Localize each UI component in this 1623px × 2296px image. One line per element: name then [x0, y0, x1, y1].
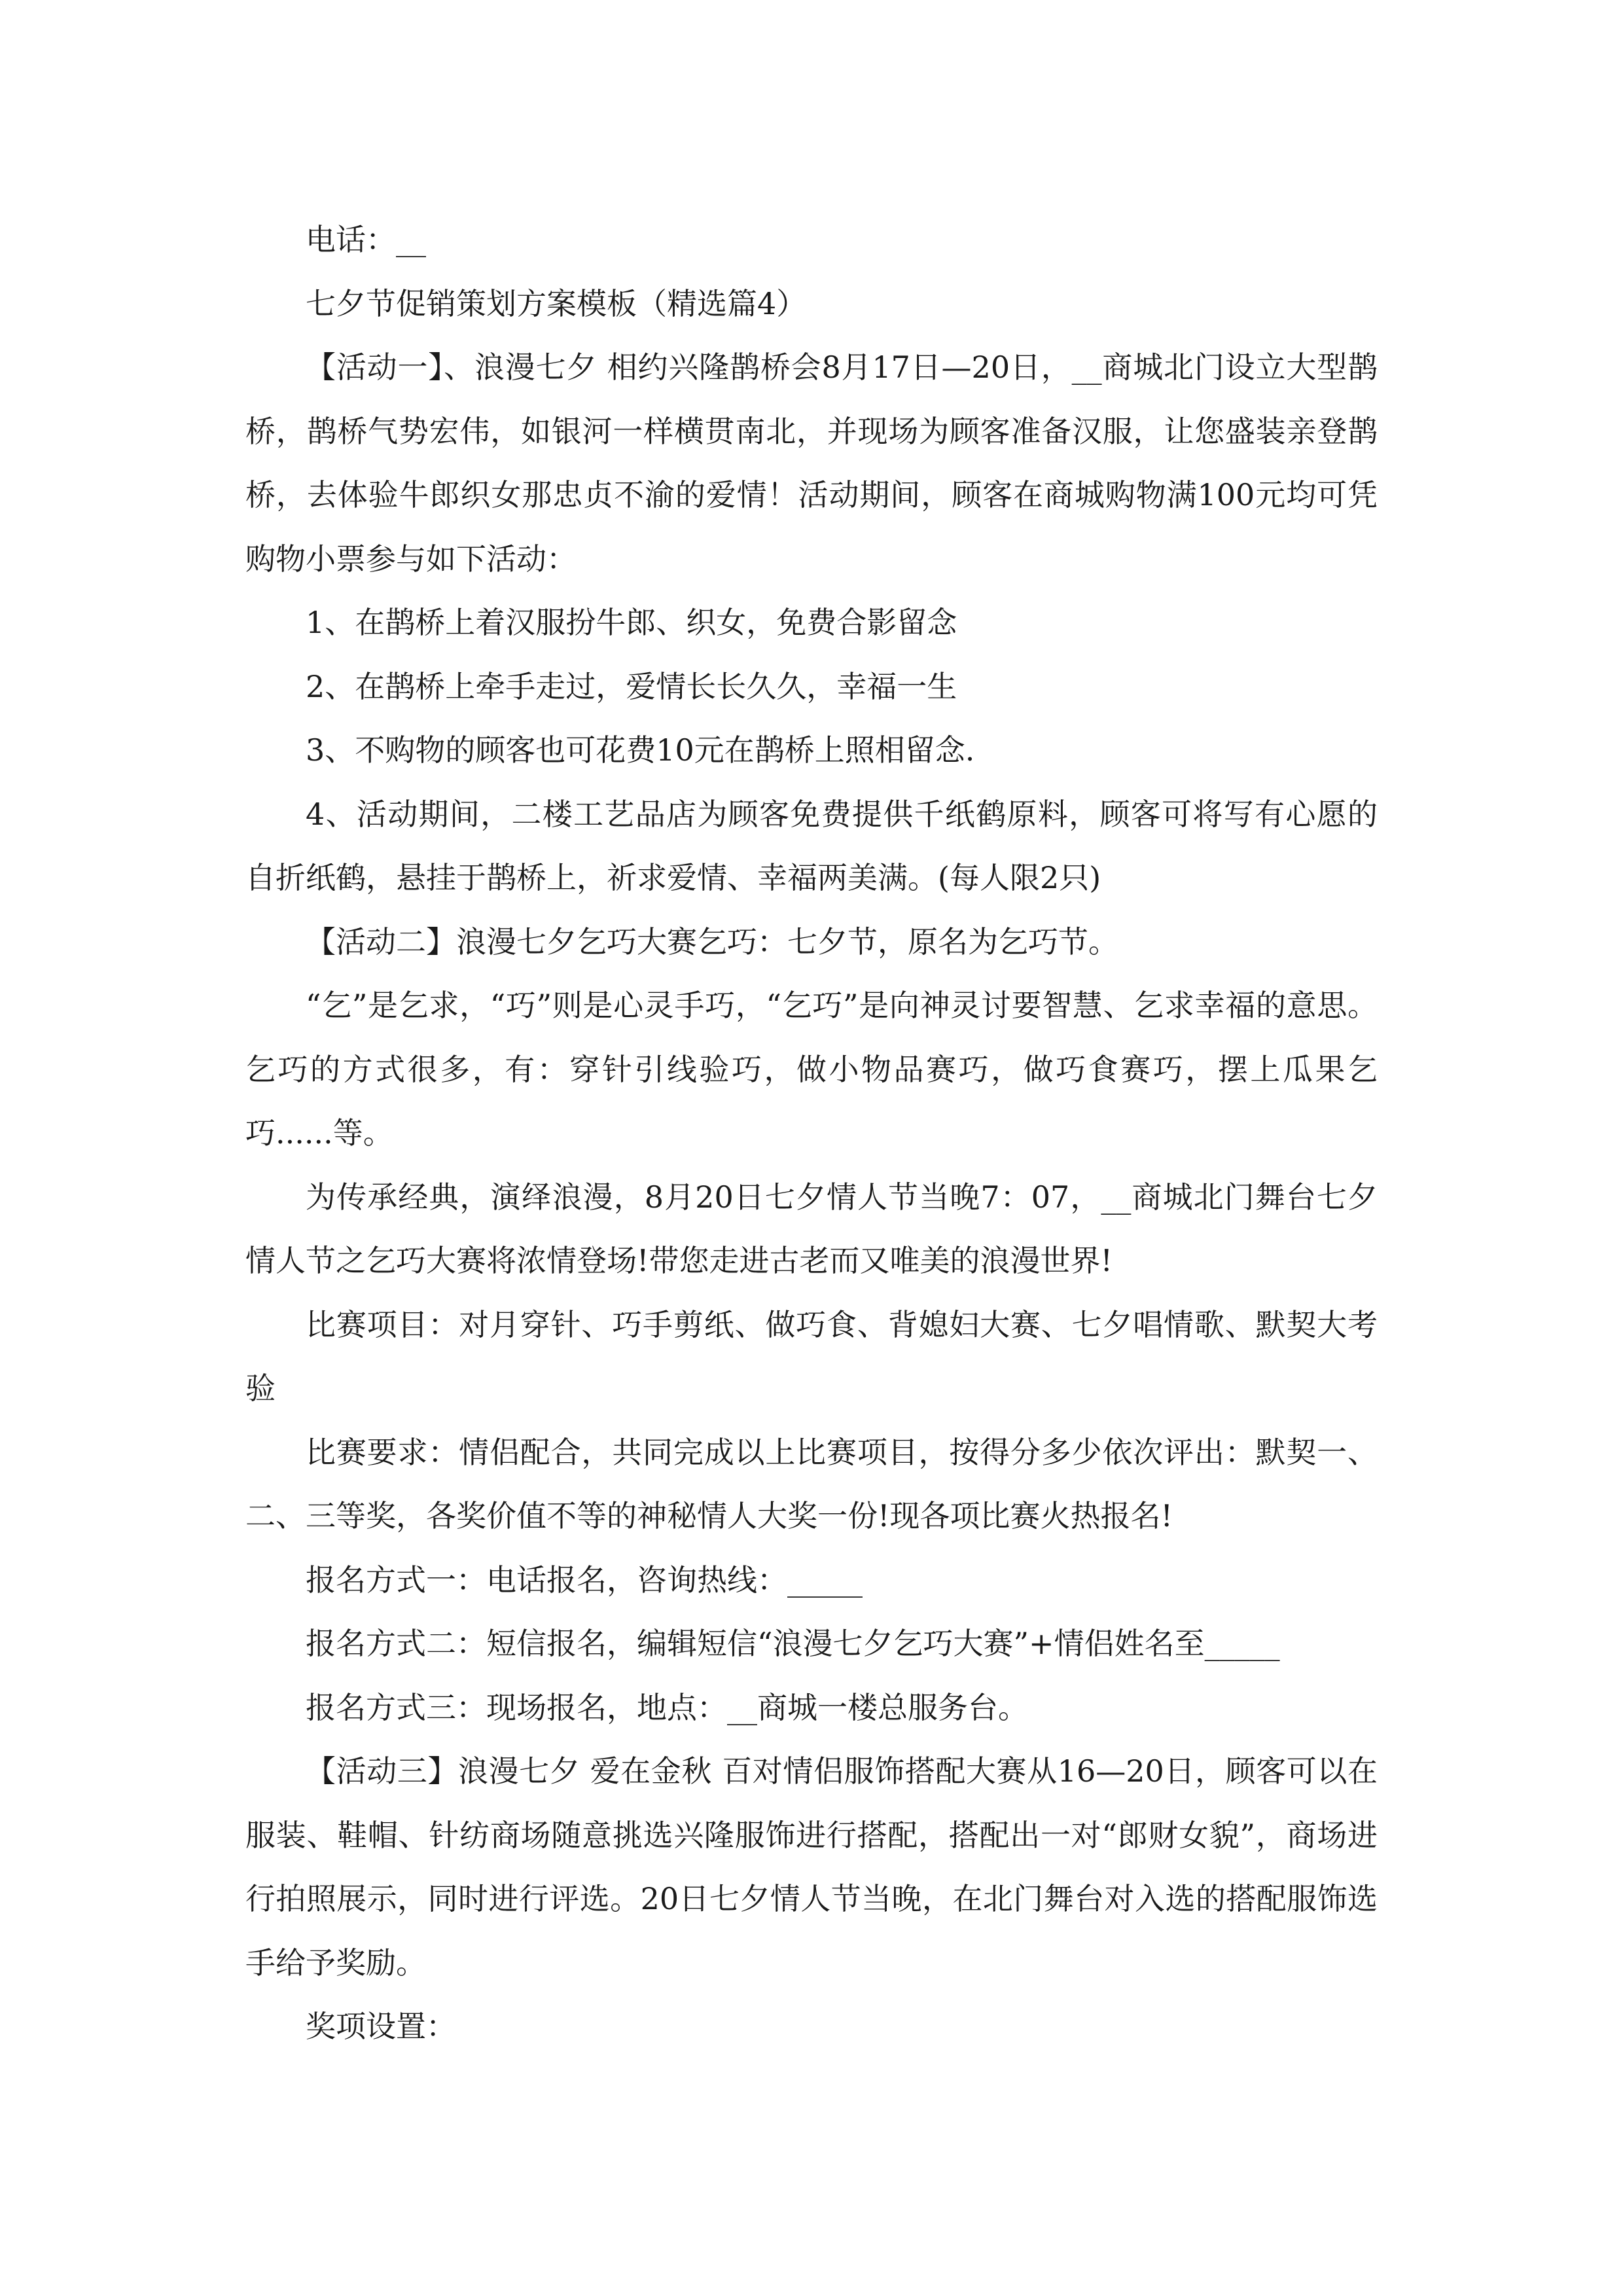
activity-one-item-1: 1、在鹊桥上着汉服扮牛郎、织女，免费合影留念	[306, 605, 957, 640]
event-announcement-paragraph: 为传承经典，演绎浪漫，8月20日七夕情人节当晚7：07，__商城北门舞台七夕情人节之乞巧大赛将浓情登场!带您走进古老而又唯美的浪漫世界!	[245, 1179, 1378, 1278]
activity-three-paragraph: 【活动三】浪漫七夕 爱在金秋 百对情侣服饰搭配大赛从16—20日，顾客可以在服装、鞋帽、针纺商场随意挑选兴隆服饰进行搭配，搭配出一对“郎财女貌”，商场进行拍照展示，同时进行评选。20日七夕情人节当晚，在北门舞台对入选的搭配服饰选手给予奖励。	[245, 1753, 1378, 1981]
activity-one-item-3: 3、不购物的顾客也可花费10元在鹊桥上照相留念.	[306, 732, 975, 768]
activity-one-item-2: 2、在鹊桥上牵手走过，爱情长长久久，幸福一生	[306, 668, 957, 704]
activity-one-item-4: 4、活动期间，二楼工艺品店为顾客免费提供千纸鹤原料，顾客可将写有心愿的自折纸鹤，悬挂于鹊桥上，祈求爱情、幸福两美满。(每人限2只)	[245, 796, 1378, 895]
awards-heading: 奖项设置：	[306, 2009, 456, 2044]
signup-method-1: 报名方式一：电话报名，咨询热线：_____	[306, 1562, 863, 1598]
activity-two-paragraph: 【活动二】浪漫七夕乞巧大赛乞巧：七夕节，原名为乞巧节。	[306, 924, 1118, 960]
signup-method-3: 报名方式三：现场报名，地点：__商城一楼总服务台。	[306, 1689, 1028, 1725]
activity-one-paragraph: 【活动一】、浪漫七夕 相约兴隆鹊桥会8月17日—20日，__商城北门设立大型鹊桥，鹊桥气势宏伟，如银河一样横贯南北，并现场为顾客准备汉服，让您盛装亲登鹊桥，去体验牛郎织女那忠贞不渝的爱情！活动期间，顾客在商城购物满100元均可凭购物小票参与如下活动：	[245, 350, 1378, 577]
section-heading: 七夕节促销策划方案模板（精选篇4）	[306, 285, 807, 321]
competition-items-paragraph: 比赛项目：对月穿针、巧手剪纸、做巧食、背媳妇大赛、七夕唱情歌、默契大考验	[245, 1306, 1378, 1406]
competition-requirements-paragraph: 比赛要求：情侣配合，共同完成以上比赛项目，按得分多少依次评出：默契一、二、三等奖，各奖价值不等的神秘情人大奖一份!现各项比赛火热报名!	[245, 1434, 1378, 1534]
phone-line: 电话：__	[306, 222, 426, 257]
qiqiao-explanation-paragraph: “乞”是乞求，“巧”则是心灵手巧，“乞巧”是向神灵讨要智慧、乞求幸福的意思。乞巧的方式很多，有：穿针引线验巧，做小物品赛巧，做巧食赛巧，摆上瓜果乞巧......等。	[245, 988, 1378, 1151]
document-body	[245, 208, 1378, 2059]
signup-method-2: 报名方式二：短信报名，编辑短信“浪漫七夕乞巧大赛”+情侣姓名至_____	[306, 1626, 1280, 1661]
